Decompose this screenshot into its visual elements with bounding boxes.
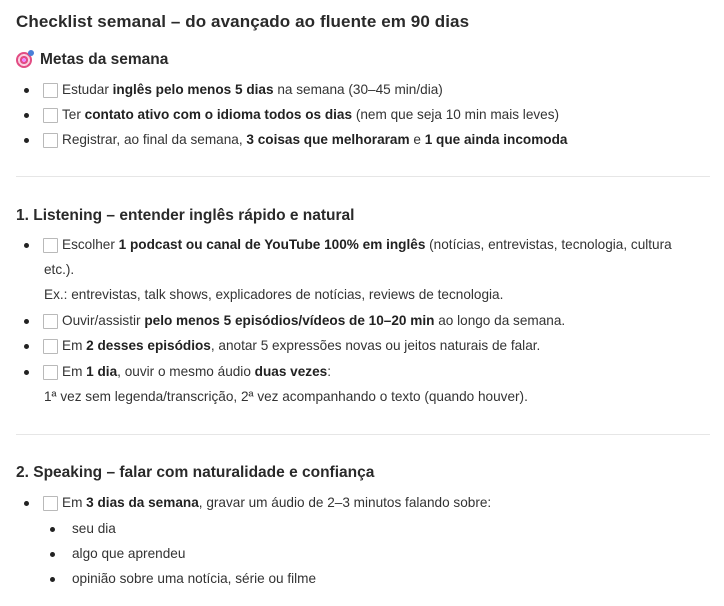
item-text: Registrar, ao final da semana, 3 coisas que melhoraram e 1 que ainda incomoda [62, 132, 568, 147]
item-note: Ex.: entrevistas, talk shows, explicadores de notícias, reviews de tecnologia. [44, 287, 504, 302]
item-text: Estudar inglês pelo menos 5 dias na semana (30–45 min/dia) [62, 82, 443, 97]
bullet-icon [24, 501, 29, 506]
section-divider [16, 176, 710, 177]
bullet-icon [50, 527, 55, 532]
metas-heading [16, 51, 168, 69]
listening-item-2 [24, 310, 714, 332]
item-text: Em 3 dias da semana, gravar um áudio de 2–3 minutos falando sobre: [62, 495, 492, 510]
listening-heading: 1. Listening – entender inglês rápido e natural [16, 207, 355, 224]
sub-list-item [50, 543, 185, 565]
section-divider [16, 434, 710, 435]
bullet-icon [24, 370, 29, 375]
bullet-icon [50, 577, 55, 582]
sub-item-text: opinião sobre uma notícia, série ou filme [72, 571, 317, 586]
metas-item-3 [24, 129, 714, 151]
speaking-item-1 [24, 492, 714, 514]
checkbox[interactable] [43, 133, 58, 148]
metas-item-1 [24, 79, 714, 101]
checkbox[interactable] [43, 108, 58, 123]
listening-item-1 [24, 234, 714, 256]
checkbox[interactable] [43, 339, 58, 354]
item-text: Ter contato ativo com o idioma todos os dias (nem que seja 10 min mais leves) [62, 107, 560, 122]
speaking-heading: 2. Speaking – falar com naturalidade e confiança [16, 464, 375, 481]
listening-item-4 [24, 361, 714, 383]
listening-item-3 [24, 335, 714, 357]
item-text: Ouvir/assistir pelo menos 5 episódios/vídeos de 10–20 min ao longo da semana. [62, 313, 566, 328]
sub-item-text: algo que aprendeu [72, 546, 186, 561]
sub-list-item [50, 568, 316, 590]
direct-hit-target-icon [16, 52, 32, 68]
sub-list-item [50, 518, 116, 540]
bullet-icon [24, 113, 29, 118]
sub-item-text: seu dia [72, 521, 116, 536]
item-continuation: etc.). [44, 262, 75, 277]
bullet-icon [24, 243, 29, 248]
bullet-icon [24, 344, 29, 349]
bullet-icon [24, 319, 29, 324]
checkbox[interactable] [43, 496, 58, 511]
checkbox[interactable] [43, 314, 58, 329]
item-text: Em 2 desses episódios, anotar 5 expressões novas ou jeitos naturais de falar. [62, 338, 541, 353]
item-text: Escolher 1 podcast ou canal de YouTube 100% em inglês (notícias, entrevistas, tecnologia, cultura [62, 237, 672, 252]
checkbox[interactable] [43, 238, 58, 253]
item-text: Em 1 dia, ouvir o mesmo áudio duas vezes: [62, 364, 331, 379]
item-note: 1ª vez sem legenda/transcrição, 2ª vez acompanhando o texto (quando houver). [44, 389, 528, 404]
checkbox[interactable] [43, 365, 58, 380]
metas-item-2 [24, 104, 714, 126]
metas-heading-label: Metas da semana [40, 51, 169, 68]
bullet-icon [50, 552, 55, 557]
bullet-icon [24, 138, 29, 143]
document-title: Checklist semanal – do avançado ao fluente em 90 dias [16, 12, 470, 31]
checkbox[interactable] [43, 83, 58, 98]
bullet-icon [24, 88, 29, 93]
